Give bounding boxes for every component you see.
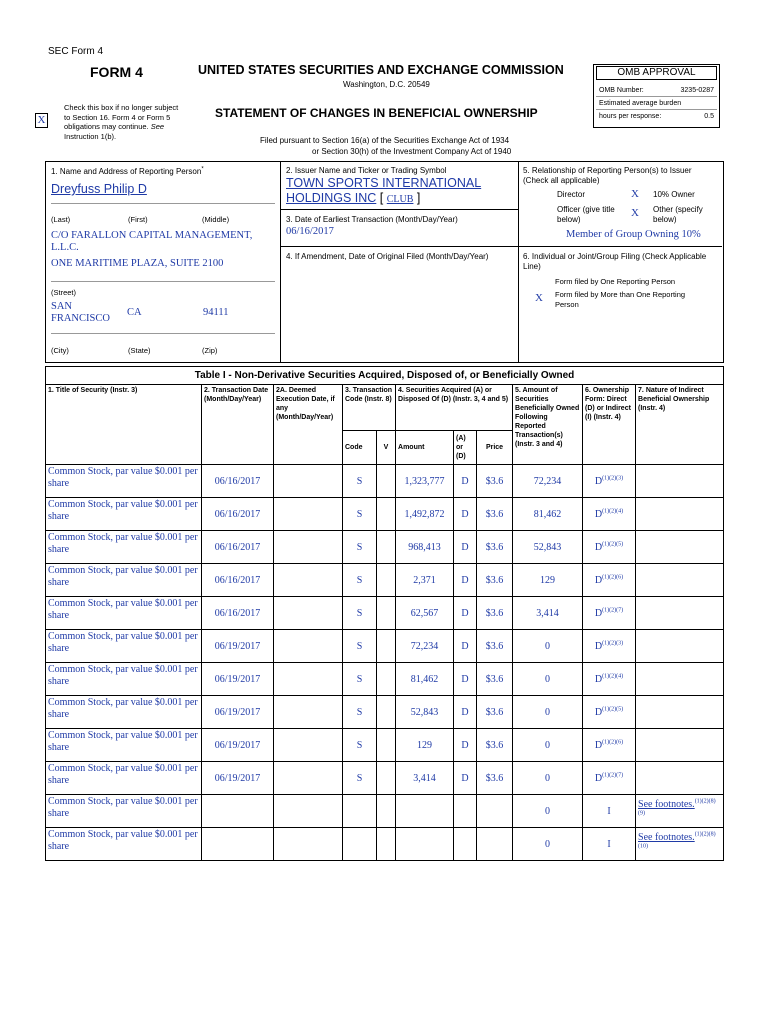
- securities-amount: 3,414: [396, 762, 454, 795]
- deemed-date: [274, 729, 343, 762]
- agency-title: UNITED STATES SECURITIES AND EXCHANGE COMMISSION: [198, 63, 564, 77]
- nature-of-ownership: See footnotes.$^{(1)(2)(8)(9)}$: [636, 795, 724, 828]
- security-title: Common Stock, par value $0.001 per share: [46, 564, 202, 597]
- a-or-d: D: [454, 729, 477, 762]
- ten-percent-owner-label: 10% Owner: [653, 190, 695, 199]
- last-label: (Last): [51, 215, 71, 224]
- sec-form-label: SEC Form 4: [48, 46, 104, 57]
- deemed-date: [274, 828, 343, 861]
- security-title: Common Stock, par value $0.001 per share: [46, 696, 202, 729]
- table-row: [46, 729, 724, 762]
- security-title: Common Stock, par value $0.001 per share: [46, 828, 202, 861]
- ownership-form: $D^{(1)(2)(5)}$: [583, 696, 636, 729]
- ownership-form: $D^{(1)(2)(6)}$: [583, 729, 636, 762]
- a-or-d: D: [454, 762, 477, 795]
- filed-line-1: Filed pursuant to Section 16(a) of the Securities Exchange Act of 1934: [260, 136, 510, 145]
- table-row: [46, 597, 724, 630]
- table1: [45, 384, 724, 861]
- table-row: [46, 498, 724, 531]
- col-title-header: 1. Title of Security (Instr. 3): [46, 385, 202, 465]
- securities-amount: [396, 795, 454, 828]
- security-title: Common Stock, par value $0.001 per share: [46, 498, 202, 531]
- table-row: [46, 564, 724, 597]
- transaction-code: S: [343, 564, 377, 597]
- middle-label: (Middle): [202, 215, 230, 224]
- amount-subheader: Amount: [396, 431, 454, 465]
- ownership-form: $D^{(1)(2)(4)}$: [583, 663, 636, 696]
- amount-owned: 3,414: [513, 597, 583, 630]
- col-owned-header: 5. Amount of Securities Beneficially Owned Following Reported Transaction(s) (Instr. 3 and 4): [513, 385, 583, 465]
- amount-owned: 0: [513, 696, 583, 729]
- transaction-v: [377, 795, 396, 828]
- address: C/O FARALLON CAPITAL MANAGEMENT, L.L.C.: [51, 230, 253, 253]
- col-deemed-date-header: 2A. Deemed Execution Date, if any (Month/Day/Year): [274, 385, 343, 465]
- burden-label: Estimated average burden: [599, 100, 682, 107]
- table-row: [46, 828, 724, 861]
- transaction-date: 06/19/2017: [202, 663, 274, 696]
- transaction-date: 06/16/2017: [202, 564, 274, 597]
- price-subheader: Price: [477, 431, 513, 465]
- security-title: Common Stock, par value $0.001 per share: [46, 762, 202, 795]
- table1-title: Table I - Non-Derivative Securities Acquired, Disposed of, or Beneficially Owned: [194, 370, 575, 381]
- hours-value: 0.5: [704, 113, 714, 120]
- a-or-d-subheader: (A) or (D): [454, 431, 477, 465]
- deemed-date: [274, 597, 343, 630]
- transaction-date: [202, 828, 274, 861]
- transaction-code: S: [343, 762, 377, 795]
- code-subheader: Code: [343, 431, 377, 465]
- amount-owned: 72,234: [513, 465, 583, 498]
- price: $3.6: [477, 498, 513, 531]
- nature-of-ownership: [636, 663, 724, 696]
- deemed-date: [274, 564, 343, 597]
- table-row: [46, 762, 724, 795]
- state-label: (State): [128, 346, 151, 355]
- security-title: Common Stock, par value $0.001 per share: [46, 531, 202, 564]
- a-or-d: [454, 828, 477, 861]
- ownership-form: $D^{(1)(2)(4)}$: [583, 498, 636, 531]
- price: $3.6: [477, 630, 513, 663]
- ownership-form: I: [583, 828, 636, 861]
- security-title: Common Stock, par value $0.001 per share: [46, 597, 202, 630]
- nature-of-ownership: [636, 465, 724, 498]
- col-code-header: 3. Transaction Code (Instr. 8): [343, 385, 396, 431]
- ticker-symbol: CLUB: [386, 194, 414, 205]
- transaction-date: 06/16/2017: [202, 597, 274, 630]
- ownership-form: I: [583, 795, 636, 828]
- amount-owned: 52,843: [513, 531, 583, 564]
- ownership-form: $D^{(1)(2)(6)}$: [583, 564, 636, 597]
- securities-amount: 129: [396, 729, 454, 762]
- amount-owned: 81,462: [513, 498, 583, 531]
- box1-label: 1. Name and Address of Reporting Person*: [51, 166, 204, 176]
- table-row: [46, 663, 724, 696]
- transaction-code: [343, 795, 377, 828]
- reporting-person-name[interactable]: Dreyfuss Philip D: [51, 182, 147, 196]
- a-or-d: [454, 795, 477, 828]
- deemed-date: [274, 630, 343, 663]
- transaction-v: [377, 696, 396, 729]
- ownership-form: $D^{(1)(2)(7)}$: [583, 762, 636, 795]
- price: $3.6: [477, 597, 513, 630]
- transaction-date: 06/19/2017: [202, 762, 274, 795]
- a-or-d: D: [454, 597, 477, 630]
- a-or-d: D: [454, 630, 477, 663]
- deemed-date: [274, 795, 343, 828]
- securities-amount: [396, 828, 454, 861]
- nature-of-ownership: [636, 696, 724, 729]
- table1-title-box: [45, 366, 724, 384]
- transaction-date: 06/19/2017: [202, 630, 274, 663]
- other-description: Member of Group Owning 10%: [566, 229, 701, 240]
- zip-label: (Zip): [202, 346, 218, 355]
- transaction-code: S: [343, 729, 377, 762]
- securities-amount: 2,371: [396, 564, 454, 597]
- nature-of-ownership: See footnotes.$^{(1)(2)(8)(10)}$: [636, 828, 724, 861]
- state-value: CA: [127, 307, 142, 318]
- security-title: Common Stock, par value $0.001 per share: [46, 663, 202, 696]
- amount-owned: 0: [513, 762, 583, 795]
- securities-amount: 52,843: [396, 696, 454, 729]
- a-or-d: D: [454, 564, 477, 597]
- table-row: [46, 465, 724, 498]
- transaction-v: [377, 465, 396, 498]
- transaction-code: S: [343, 531, 377, 564]
- nature-of-ownership: [636, 630, 724, 663]
- price: $3.6: [477, 696, 513, 729]
- security-title: Common Stock, par value $0.001 per share: [46, 795, 202, 828]
- price: $3.6: [477, 531, 513, 564]
- more-reporting-persons-label: Form filed by More than One Reporting Person: [555, 290, 686, 309]
- omb-number: 3235-0287: [680, 87, 714, 94]
- amount-owned: 0: [513, 663, 583, 696]
- nature-of-ownership: [636, 498, 724, 531]
- transaction-code: S: [343, 465, 377, 498]
- omb-approval-box: [593, 64, 720, 128]
- transaction-date: 06/19/2017: [202, 729, 274, 762]
- no-longer-subject-checkbox[interactable]: X: [35, 113, 48, 128]
- nature-of-ownership: [636, 597, 724, 630]
- transaction-date: 06/19/2017: [202, 696, 274, 729]
- table-row: [46, 795, 724, 828]
- checkbox-instructions: Check this box if no longer subject to Section 16. Form 4 or Form 5 obligations may continue. See Instruction 1(b).: [64, 103, 179, 141]
- transaction-v: [377, 729, 396, 762]
- amount-owned: 0: [513, 729, 583, 762]
- col-ownership-form-header: 6. Ownership Form: Direct (D) or Indirect (I) (Instr. 4): [583, 385, 636, 465]
- transaction-code: S: [343, 630, 377, 663]
- city-label: (City): [51, 346, 69, 355]
- price: $3.6: [477, 729, 513, 762]
- transaction-code: S: [343, 663, 377, 696]
- nature-of-ownership: [636, 762, 724, 795]
- table-row: [46, 630, 724, 663]
- deemed-date: [274, 465, 343, 498]
- price: $3.6: [477, 465, 513, 498]
- transaction-date: 06/16/2017: [202, 465, 274, 498]
- director-label: Director: [557, 190, 586, 199]
- box4-label: 4. If Amendment, Date of Original Filed (Month/Day/Year): [286, 252, 489, 261]
- box2-label: 2. Issuer Name and Ticker or Trading Symbol: [286, 166, 447, 175]
- securities-amount: 81,462: [396, 663, 454, 696]
- omb-title: OMB APPROVAL: [596, 66, 717, 80]
- address-line-3: ONE MARITIME PLAZA, SUITE 2100: [51, 258, 224, 269]
- street-label: (Street): [51, 288, 77, 297]
- amount-owned: 0: [513, 828, 583, 861]
- col-date-header: 2. Transaction Date (Month/Day/Year): [202, 385, 274, 465]
- nature-of-ownership: [636, 729, 724, 762]
- ownership-form: $D^{(1)(2)(3)}$: [583, 630, 636, 663]
- other-check[interactable]: X: [631, 207, 639, 219]
- price: [477, 795, 513, 828]
- ownership-form: $D^{(1)(2)(5)}$: [583, 531, 636, 564]
- omb-number-label: OMB Number:: [599, 87, 644, 94]
- transaction-v: [377, 597, 396, 630]
- city-value: SAN FRANCISCO: [51, 301, 110, 324]
- transaction-v: [377, 498, 396, 531]
- transaction-date: [202, 795, 274, 828]
- security-title: Common Stock, par value $0.001 per share: [46, 729, 202, 762]
- deemed-date: [274, 498, 343, 531]
- transaction-code: S: [343, 597, 377, 630]
- deemed-date: [274, 762, 343, 795]
- transaction-v: [377, 564, 396, 597]
- col-nature-header: 7. Nature of Indirect Beneficial Ownership (Instr. 4): [636, 385, 724, 465]
- amount-owned: 0: [513, 795, 583, 828]
- ownership-form: $D^{(1)(2)(7)}$: [583, 597, 636, 630]
- statement-title: STATEMENT OF CHANGES IN BENEFICIAL OWNERSHIP: [215, 106, 538, 120]
- agency-city: Washington, D.C. 20549: [343, 80, 430, 89]
- transaction-code: S: [343, 498, 377, 531]
- a-or-d: D: [454, 531, 477, 564]
- box5-label: 5. Relationship of Reporting Person(s) to Issuer (Check all applicable): [523, 166, 692, 185]
- nature-of-ownership: [636, 564, 724, 597]
- price: [477, 828, 513, 861]
- a-or-d: D: [454, 663, 477, 696]
- deemed-date: [274, 531, 343, 564]
- joint-filing-check[interactable]: X: [535, 292, 543, 304]
- other-label: Other (specify below): [653, 205, 703, 224]
- price: $3.6: [477, 663, 513, 696]
- transaction-v: [377, 630, 396, 663]
- security-title: Common Stock, par value $0.001 per share: [46, 630, 202, 663]
- deemed-date: [274, 696, 343, 729]
- form-title: FORM 4: [90, 64, 143, 80]
- box6-label: 6. Individual or Joint/Group Filing (Check Applicable Line): [523, 252, 707, 271]
- col-securities-header: 4. Securities Acquired (A) or Disposed Of (D) (Instr. 3, 4 and 5): [396, 385, 513, 431]
- issuer-name[interactable]: TOWN SPORTS INTERNATIONAL HOLDINGS INC [ CLUB ]: [286, 176, 482, 205]
- ownership-form: $D^{(1)(2)(3)}$: [583, 465, 636, 498]
- securities-amount: 1,492,872: [396, 498, 454, 531]
- transaction-v: [377, 531, 396, 564]
- transaction-date: 06/16/2017: [202, 531, 274, 564]
- officer-label: Officer (give title below): [557, 205, 615, 224]
- securities-amount: 62,567: [396, 597, 454, 630]
- price: $3.6: [477, 564, 513, 597]
- amount-owned: 129: [513, 564, 583, 597]
- earliest-transaction-date: 06/16/2017: [286, 226, 334, 237]
- transaction-v: [377, 663, 396, 696]
- table-row: [46, 531, 724, 564]
- one-reporting-person-label: Form filed by One Reporting Person: [555, 277, 676, 286]
- security-title: Common Stock, par value $0.001 per share: [46, 465, 202, 498]
- hours-label: hours per response:: [599, 113, 662, 120]
- a-or-d: D: [454, 498, 477, 531]
- v-subheader: V: [377, 431, 396, 465]
- securities-amount: 968,413: [396, 531, 454, 564]
- box3-label: 3. Date of Earliest Transaction (Month/Day/Year): [286, 215, 458, 224]
- transaction-code: S: [343, 696, 377, 729]
- securities-amount: 1,323,777: [396, 465, 454, 498]
- a-or-d: D: [454, 465, 477, 498]
- table-row: [46, 696, 724, 729]
- deemed-date: [274, 663, 343, 696]
- ten-percent-owner-check[interactable]: X: [631, 188, 639, 200]
- transaction-v: [377, 762, 396, 795]
- transaction-date: 06/16/2017: [202, 498, 274, 531]
- filed-line-2: or Section 30(h) of the Investment Company Act of 1940: [312, 147, 512, 156]
- amount-owned: 0: [513, 630, 583, 663]
- first-label: (First): [128, 215, 148, 224]
- nature-of-ownership: [636, 531, 724, 564]
- securities-amount: 72,234: [396, 630, 454, 663]
- transaction-v: [377, 828, 396, 861]
- transaction-code: [343, 828, 377, 861]
- price: $3.6: [477, 762, 513, 795]
- zip-value: 94111: [203, 307, 229, 318]
- a-or-d: D: [454, 696, 477, 729]
